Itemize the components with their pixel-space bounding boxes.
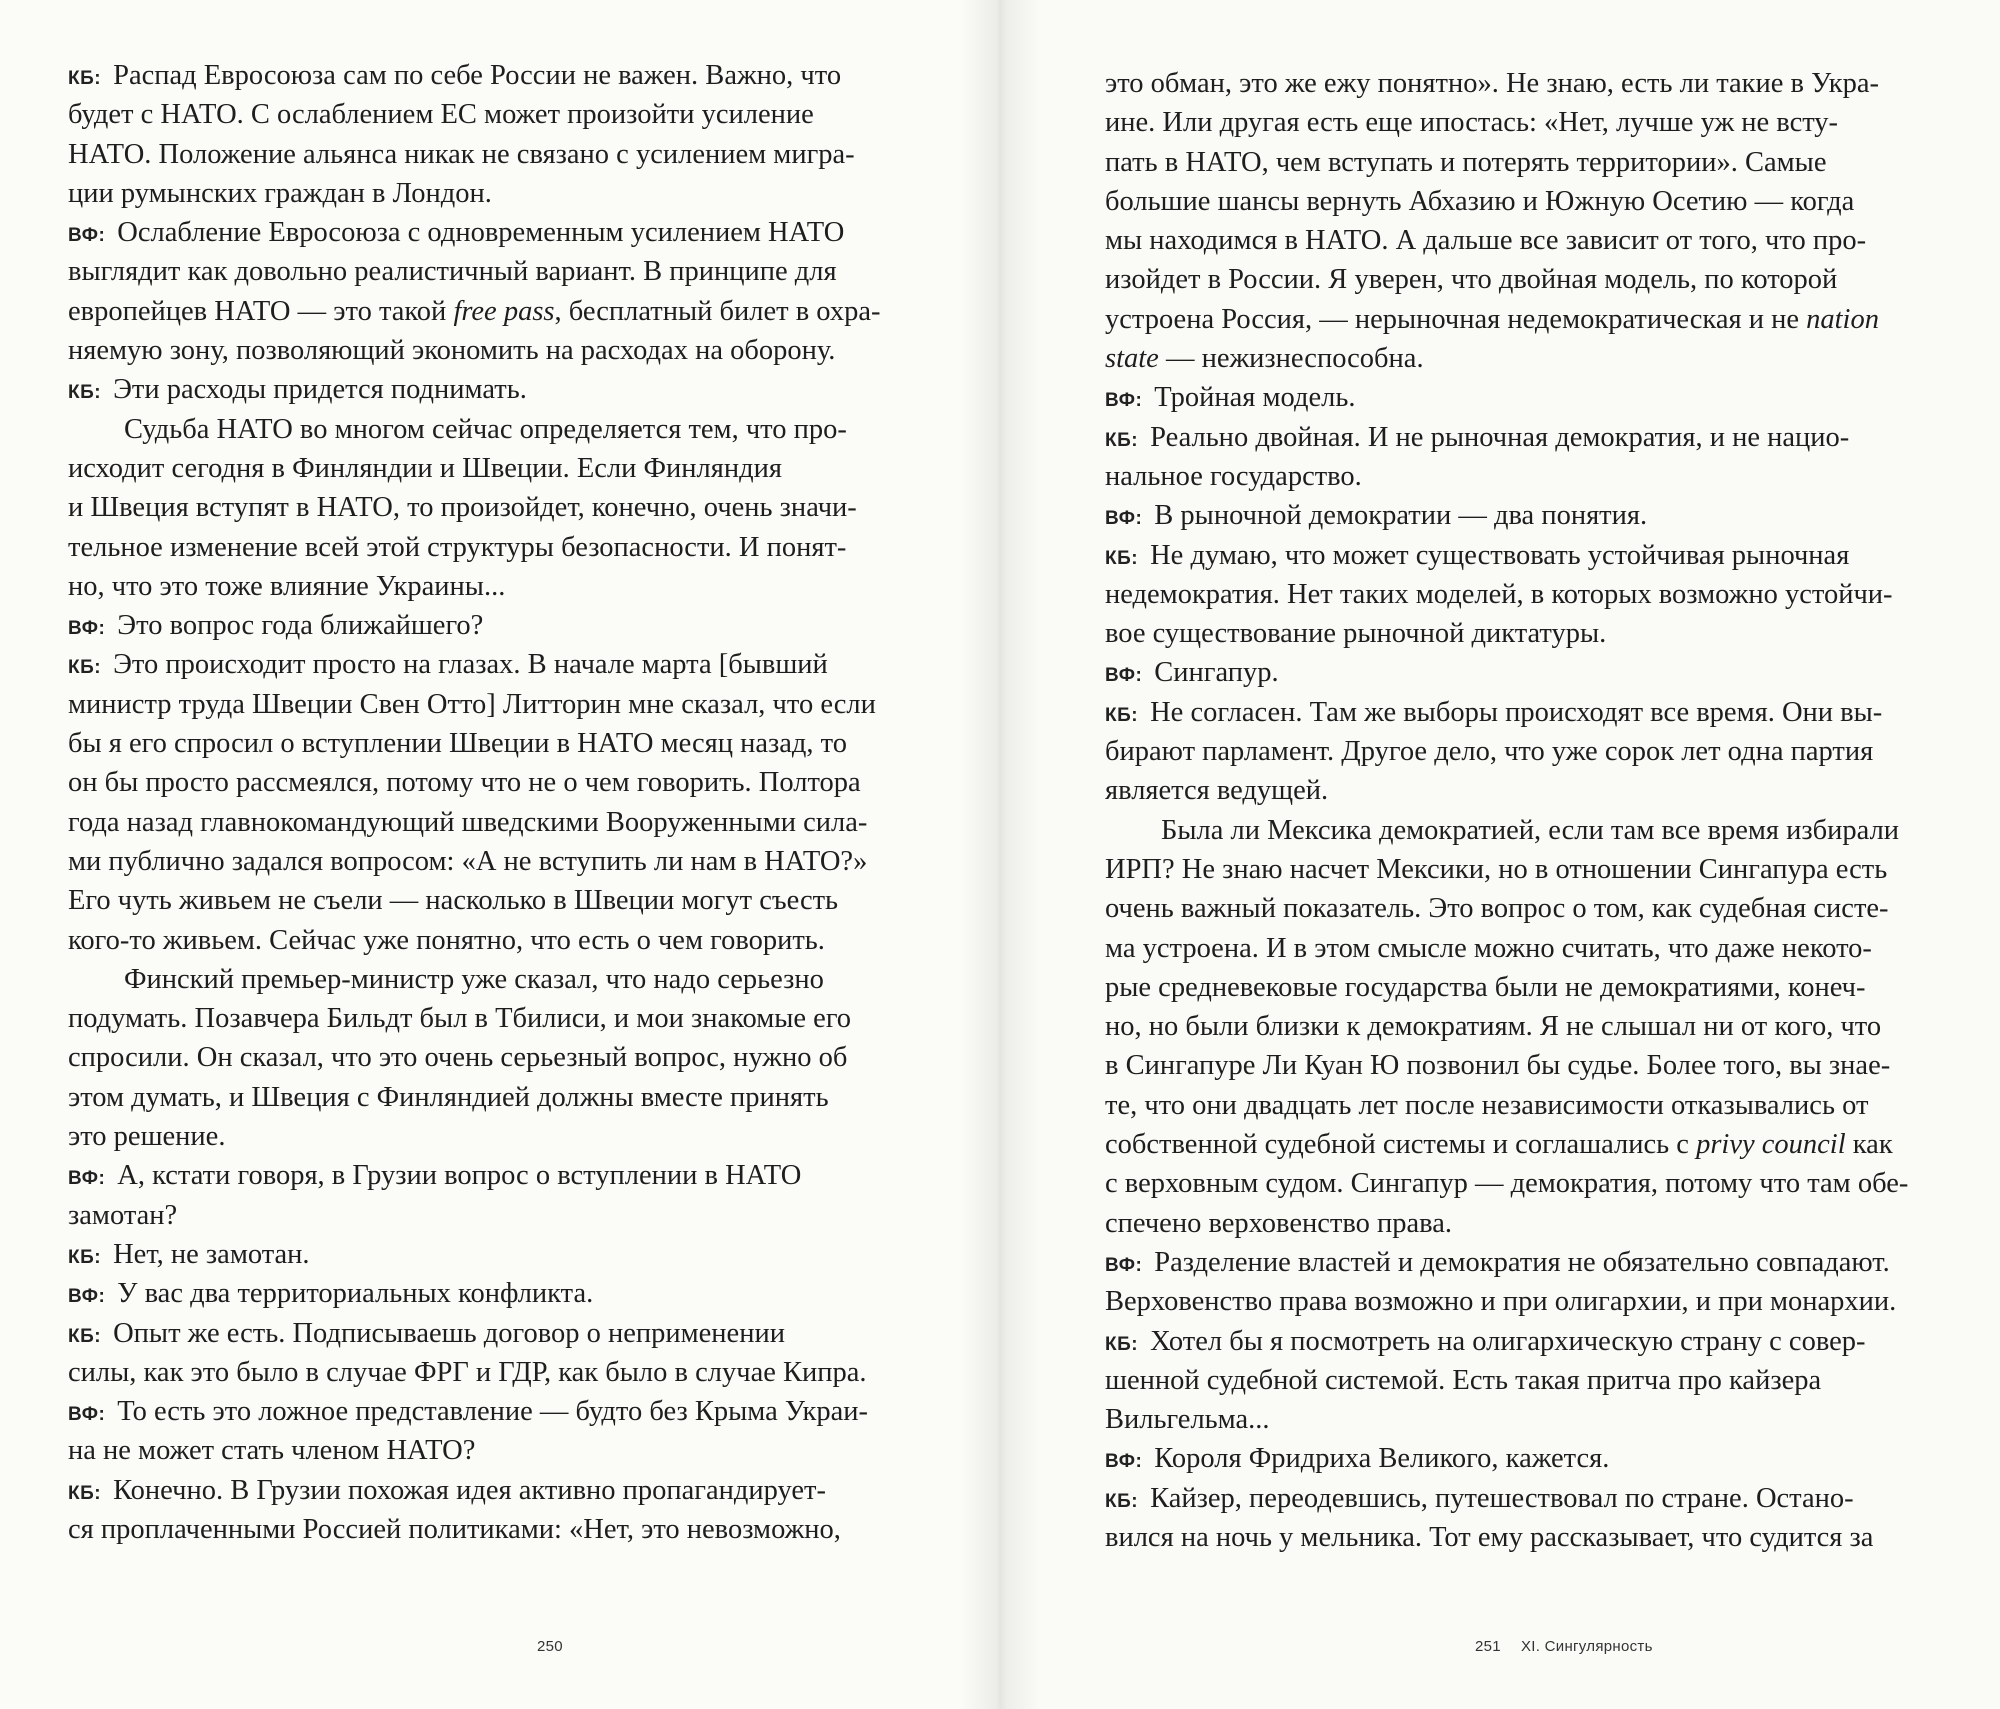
text-line bbox=[68, 1078, 908, 1117]
text-line bbox=[68, 56, 908, 95]
line-text: большие шансы вернуть Абхазию и Южную Осетию — когда bbox=[1105, 185, 1855, 217]
text-line bbox=[68, 881, 908, 920]
speaker-label: КБ: bbox=[1105, 547, 1139, 569]
speaker-label: КБ: bbox=[68, 1482, 102, 1504]
line-text: недемократия. Нет таких моделей, в которых возможно устойчи- bbox=[1105, 578, 1893, 610]
text-line bbox=[68, 724, 908, 763]
speaker-label: ВФ: bbox=[68, 618, 106, 640]
line-text: Хотел бы я посмотреть на олигархическую страну с совер- bbox=[1150, 1325, 1866, 1357]
text-line bbox=[68, 1353, 908, 1392]
line-text: Конечно. В Грузии похожая идея активно пропагандирует- bbox=[113, 1474, 826, 1506]
text-line bbox=[1105, 850, 1950, 889]
line-text: рые средневековые государства были не демократиями, конеч- bbox=[1105, 971, 1866, 1003]
text-line bbox=[68, 1117, 908, 1156]
text-line bbox=[1105, 811, 1950, 850]
line-text: бирают парламент. Другое дело, что уже сорок лет одна партия bbox=[1105, 736, 1874, 768]
speaker-label: КБ: bbox=[1105, 704, 1139, 726]
speaker-label: ВФ: bbox=[68, 1404, 106, 1426]
line-text: но, но были близки к демократиям. Я не слышал ни от кого, что bbox=[1105, 1011, 1882, 1043]
text-line bbox=[1105, 1518, 1950, 1557]
line-text: на не может стать членом НАТО? bbox=[68, 1435, 476, 1467]
line-text: года назад главнокомандующий шведскими Вооруженными сила- bbox=[68, 806, 868, 838]
text-line bbox=[68, 488, 908, 527]
text-line bbox=[1105, 1007, 1950, 1046]
line-text: это обман, это же ежу понятно». Не знаю, есть ли такие в Укра- bbox=[1105, 68, 1880, 99]
line-text: выглядит как довольно реалистичный вариант. В принципе для bbox=[68, 256, 837, 288]
text-line bbox=[68, 213, 908, 252]
line-text: А, кстати говоря, в Грузии вопрос о вступлении в НАТО bbox=[117, 1160, 802, 1192]
speaker-label: ВФ: bbox=[68, 225, 106, 247]
text-line bbox=[1105, 64, 1950, 103]
text-line bbox=[68, 410, 908, 449]
text-line bbox=[68, 999, 908, 1038]
text-line bbox=[1105, 1204, 1950, 1243]
line-text: очень важный показатель. Это вопрос о том, как судебная систе- bbox=[1105, 893, 1889, 925]
line-text: собственной судебной системы и соглашались с bbox=[1105, 1129, 1689, 1161]
line-text: Реально двойная. И не рыночная демократия, и не нацио- bbox=[1150, 421, 1850, 453]
line-text: вое существование рыночной диктатуры. bbox=[1105, 618, 1607, 650]
speaker-label: ВФ: bbox=[68, 1286, 106, 1308]
line-text: но, что это тоже влияние Украины... bbox=[68, 570, 506, 602]
line-text: В рыночной демократии — два понятия. bbox=[1154, 500, 1648, 532]
text-line bbox=[68, 174, 908, 213]
text-line bbox=[1105, 536, 1950, 575]
line-text: Тройная модель. bbox=[1154, 382, 1356, 414]
line-text: То есть это ложное представление — будто без Крыма Украи- bbox=[117, 1396, 869, 1428]
line-text: пать в НАТО, чем вступать и потерять территории». Самые bbox=[1105, 146, 1827, 178]
text-line bbox=[68, 331, 908, 370]
speaker-label: ВФ: bbox=[1105, 665, 1143, 687]
line-text: няемую зону, позволяющий экономить на расходах на оборону. bbox=[68, 335, 836, 367]
text-line bbox=[1105, 1046, 1950, 1085]
text-line bbox=[1105, 1086, 1950, 1125]
text-line bbox=[1105, 1322, 1950, 1361]
line-text: спечено верховенство права. bbox=[1105, 1207, 1452, 1239]
text-line bbox=[1105, 1400, 1950, 1439]
right-page bbox=[1000, 0, 2000, 1709]
text-line bbox=[68, 960, 908, 999]
text-line bbox=[1105, 693, 1950, 732]
line-text: ИРП? Не знаю насчет Мексики, но в отношении Сингапура есть bbox=[1105, 853, 1888, 885]
text-line bbox=[1105, 1164, 1950, 1203]
text-line bbox=[68, 1274, 908, 1313]
line-text: кого-то живьем. Сейчас уже понятно, что есть о чем говорить. bbox=[68, 924, 825, 956]
line-text-continued: — нежизнеспособна. bbox=[1158, 343, 1424, 375]
line-text: является ведущей. bbox=[1105, 775, 1329, 807]
text-line bbox=[68, 370, 908, 409]
text-line bbox=[1105, 1361, 1950, 1400]
line-text: ции румынских граждан в Лондон. bbox=[68, 177, 492, 209]
text-line bbox=[68, 763, 908, 802]
italic-term: privy council bbox=[1696, 1129, 1846, 1161]
line-text: те, что они двадцать лет после независимости отказывались от bbox=[1105, 1089, 1869, 1121]
line-text: Сингапур. bbox=[1154, 657, 1279, 689]
text-line bbox=[68, 567, 908, 606]
line-text: бы я его спросил о вступлении Швеции в НАТО месяц назад, то bbox=[68, 728, 847, 760]
line-text: Вильгельма... bbox=[1105, 1404, 1270, 1436]
speaker-label: КБ: bbox=[1105, 1490, 1139, 1512]
left-page-text bbox=[68, 56, 908, 1549]
speaker-label: ВФ: bbox=[1105, 1451, 1143, 1473]
speaker-label: КБ: bbox=[68, 68, 102, 89]
line-text: Короля Фридриха Великого, кажется. bbox=[1154, 1443, 1610, 1475]
line-text: тельное изменение всей этой структуры безопасности. И понят- bbox=[68, 531, 847, 563]
text-line bbox=[68, 803, 908, 842]
text-line bbox=[1105, 221, 1950, 260]
line-text: Его чуть живьем не съели — насколько в Швеции могут съесть bbox=[68, 885, 839, 917]
line-text: Разделение властей и демократия не обязательно совпадают. bbox=[1154, 1246, 1890, 1278]
text-line bbox=[1105, 1439, 1950, 1478]
line-text: спросили. Он сказал, что это очень серьезный вопрос, нужно об bbox=[68, 1042, 848, 1074]
text-line bbox=[68, 1156, 908, 1195]
line-text: Это происходит просто на глазах. В начале марта [бывший bbox=[113, 649, 828, 681]
text-line bbox=[68, 1392, 908, 1431]
text-line bbox=[68, 1431, 908, 1470]
line-text: Финский премьер-министр уже сказал, что надо серьезно bbox=[124, 963, 824, 995]
text-line bbox=[68, 1510, 908, 1549]
text-line bbox=[1105, 457, 1950, 496]
line-text: НАТО. Положение альянса никак не связано с усилением мигра- bbox=[68, 138, 855, 170]
line-text: Ослабление Евросоюза с одновременным усилением НАТО bbox=[117, 217, 845, 249]
text-line bbox=[68, 449, 908, 488]
text-line bbox=[1105, 378, 1950, 417]
text-line bbox=[1105, 143, 1950, 182]
line-text: европейцев НАТО — это такой bbox=[68, 295, 447, 327]
line-text: ми публично задался вопросом: «А не вступить ли нам в НАТО?» bbox=[68, 845, 868, 877]
line-text: Была ли Мексика демократией, если там все время избирали bbox=[1161, 814, 1900, 846]
text-line bbox=[68, 252, 908, 291]
text-line bbox=[68, 292, 908, 331]
line-text-continued: как bbox=[1845, 1129, 1893, 1161]
line-text: силы, как это было в случае ФРГ и ГДР, как было в случае Кипра. bbox=[68, 1356, 867, 1388]
italic-term: nation bbox=[1806, 303, 1879, 335]
running-head: XI. Сингулярность bbox=[1520, 1638, 1653, 1655]
text-line bbox=[68, 1196, 908, 1235]
line-text: Распад Евросоюза сам по себе России не важен. Важно, что bbox=[113, 60, 842, 91]
line-text: Судьба НАТО во многом сейчас определяется тем, что про- bbox=[124, 413, 847, 445]
page-footer-right bbox=[1475, 1638, 1653, 1655]
text-line bbox=[1105, 614, 1950, 653]
text-line bbox=[1105, 771, 1950, 810]
text-line bbox=[1105, 732, 1950, 771]
speaker-label: ВФ: bbox=[1105, 508, 1143, 530]
text-line bbox=[1105, 496, 1950, 535]
text-line bbox=[1105, 339, 1950, 378]
line-text: это решение. bbox=[68, 1121, 226, 1153]
line-text: мы находимся в НАТО. А дальше все зависит от того, что про- bbox=[1105, 225, 1867, 257]
speaker-label: КБ: bbox=[1105, 1333, 1139, 1355]
italic-term: free pass bbox=[453, 295, 555, 327]
text-line bbox=[68, 1314, 908, 1353]
text-line bbox=[68, 606, 908, 645]
speaker-label: КБ: bbox=[1105, 429, 1139, 451]
page-number-right: 251 bbox=[1475, 1638, 1501, 1655]
line-text: Опыт же есть. Подписываешь договор о неприменении bbox=[113, 1317, 785, 1349]
line-text: Не согласен. Там же выборы происходят все время. Они вы- bbox=[1150, 696, 1883, 728]
line-text: будет с НАТО. С ослаблением ЕС может произойти усиление bbox=[68, 99, 814, 131]
line-text-continued: , бесплатный билет в охра- bbox=[554, 295, 881, 327]
text-line bbox=[1105, 300, 1950, 339]
line-text: министр труда Швеции Свен Отто] Литторин мне сказал, что если bbox=[68, 688, 876, 720]
text-line bbox=[68, 1038, 908, 1077]
text-line bbox=[1105, 1243, 1950, 1282]
speaker-label: ВФ: bbox=[68, 1168, 106, 1190]
line-text: с верховным судом. Сингапур — демократия, потому что там обе- bbox=[1105, 1168, 1909, 1200]
speaker-label: ВФ: bbox=[1105, 1254, 1143, 1276]
text-line bbox=[1105, 575, 1950, 614]
text-line bbox=[68, 528, 908, 567]
text-line bbox=[1105, 1282, 1950, 1321]
italic-term: state bbox=[1105, 343, 1159, 375]
line-text: У вас два территориальных конфликта. bbox=[117, 1278, 594, 1310]
line-text: исходит сегодня в Финляндии и Швеции. Если Финляндия bbox=[68, 452, 783, 484]
text-line bbox=[1105, 418, 1950, 457]
text-line bbox=[68, 95, 908, 134]
line-text: Эти расходы придется поднимать. bbox=[113, 374, 527, 406]
line-text: подумать. Позавчера Бильдт был в Тбилиси, и мои знакомые его bbox=[68, 1003, 852, 1035]
text-line bbox=[68, 1235, 908, 1274]
text-line bbox=[1105, 929, 1950, 968]
line-text: он бы просто рассмеялся, потому что не о чем говорить. Полтора bbox=[68, 767, 861, 799]
line-text: ине. Или другая есть еще ипостась: «Нет, лучше уж не всту- bbox=[1105, 107, 1839, 139]
text-line bbox=[1105, 889, 1950, 928]
speaker-label: КБ: bbox=[68, 1325, 102, 1347]
line-text: ма устроена. И в этом смысле можно считать, что даже некото- bbox=[1105, 932, 1872, 964]
speaker-label: КБ: bbox=[68, 657, 102, 679]
text-line bbox=[68, 921, 908, 960]
line-text: этом думать, и Швеция с Финляндией должны вместе принять bbox=[68, 1081, 829, 1113]
line-text: Нет, не замотан. bbox=[113, 1238, 310, 1270]
text-line bbox=[1105, 260, 1950, 299]
text-line bbox=[1105, 103, 1950, 142]
right-page-text bbox=[1105, 64, 1950, 1557]
text-line bbox=[1105, 653, 1950, 692]
line-text: шенной судебной системой. Есть такая притча про кайзера bbox=[1105, 1364, 1822, 1396]
line-text: вился на ночь у мельника. Тот ему рассказывает, что судится за bbox=[1105, 1521, 1874, 1553]
line-text: и Швеция вступят в НАТО, то произойдет, конечно, очень значи- bbox=[68, 492, 857, 524]
text-line bbox=[68, 842, 908, 881]
book-gutter bbox=[960, 0, 1040, 1709]
speaker-label: КБ: bbox=[68, 1246, 102, 1268]
speaker-label: КБ: bbox=[68, 382, 102, 404]
line-text: ся проплаченными Россией политиками: «Нет, это невозможно, bbox=[68, 1513, 841, 1545]
page-number-left: 250 bbox=[537, 1638, 563, 1655]
text-line bbox=[1105, 1479, 1950, 1518]
speaker-label: ВФ: bbox=[1105, 390, 1143, 412]
text-line bbox=[68, 685, 908, 724]
line-text: устроена Россия, — нерыночная недемократическая и не bbox=[1105, 303, 1799, 335]
line-text: Не думаю, что может существовать устойчивая рыночная bbox=[1150, 539, 1850, 571]
text-line bbox=[68, 135, 908, 174]
line-text: Верховенство права возможно и при олигархии, и при монархии. bbox=[1105, 1286, 1897, 1318]
text-line bbox=[1105, 968, 1950, 1007]
line-text: замотан? bbox=[68, 1199, 178, 1231]
text-line bbox=[1105, 182, 1950, 221]
text-line bbox=[1105, 1125, 1950, 1164]
text-line bbox=[68, 645, 908, 684]
line-text: Это вопрос года ближайшего? bbox=[117, 610, 484, 642]
line-text: нальное государство. bbox=[1105, 460, 1362, 492]
line-text: Кайзер, переодевшись, путешествовал по стране. Остано- bbox=[1150, 1482, 1854, 1514]
line-text: в Сингапуре Ли Куан Ю позвонил бы судье. Более того, вы знае- bbox=[1105, 1050, 1891, 1082]
line-text: изойдет в России. Я уверен, что двойная модель, по которой bbox=[1105, 264, 1838, 296]
text-line bbox=[68, 1471, 908, 1510]
